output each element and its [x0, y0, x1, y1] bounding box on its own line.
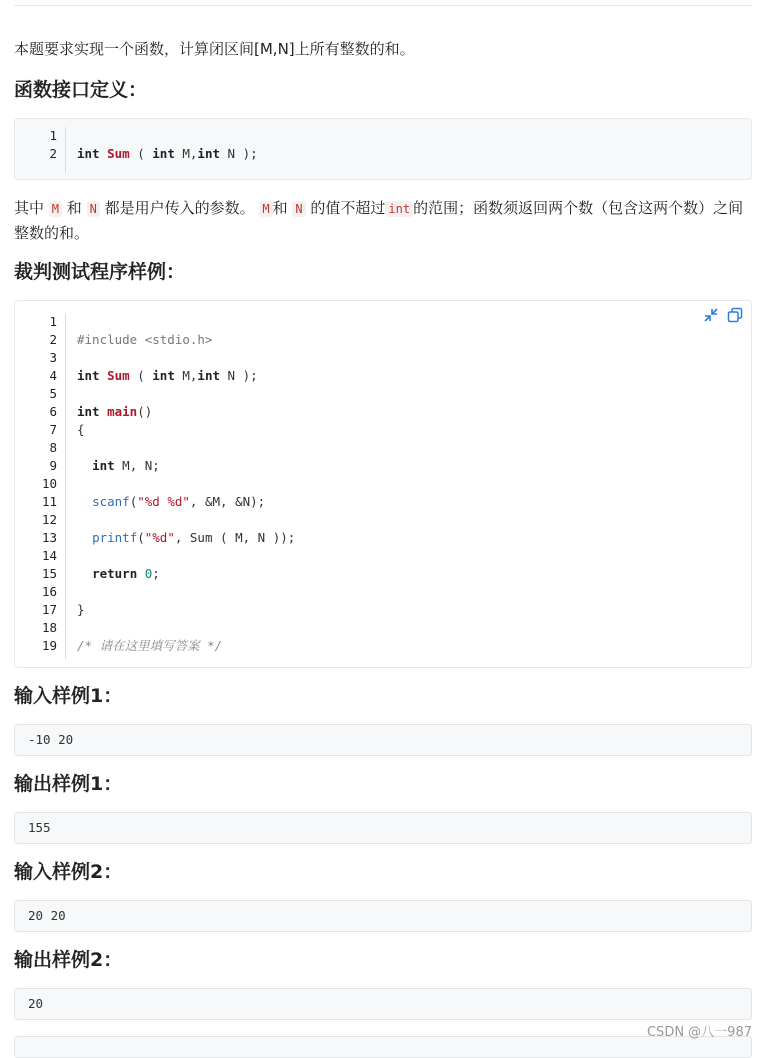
line-number: 13 [41, 530, 57, 545]
code-line [77, 313, 295, 331]
heading-output-sample-1: 输出样例1： [14, 773, 123, 795]
code-line [77, 547, 295, 565]
line-number: 19 [41, 638, 57, 653]
line-number: 4 [49, 368, 57, 383]
watermark: CSDN @八一987 [646, 1025, 752, 1040]
line-number: 7 [49, 422, 57, 437]
code-line: printf("%d", Sum ( M, N )); [92, 530, 296, 545]
code-line: #include <stdio.h> [77, 332, 213, 347]
line-number: 6 [49, 404, 57, 419]
line-number: 2 [49, 332, 57, 347]
inline-code: M [49, 201, 62, 217]
line-number: 15 [41, 566, 57, 581]
heading-input-sample-1: 输入样例1： [14, 685, 123, 707]
sample-text: 20 [28, 996, 44, 1011]
input-sample-2 [14, 900, 752, 932]
line-number: 18 [41, 620, 57, 635]
code-line: int M, N; [92, 458, 160, 473]
code-line: /* 请在这里填写答案 */ [77, 638, 223, 653]
heading-sample-program: 裁判测试程序样例： [14, 261, 186, 283]
sample-text: -10 20 [28, 732, 74, 747]
code-lines [77, 313, 295, 655]
line-gutter [15, 127, 66, 173]
heading-input-sample-2: 输入样例2： [14, 861, 123, 883]
sample-program-code-block [14, 300, 752, 668]
code-line [77, 619, 295, 637]
code-line [77, 475, 295, 493]
inline-code: int [385, 201, 413, 217]
code-line [77, 127, 258, 145]
code-line [77, 439, 295, 457]
sample-text: 20 20 [28, 908, 66, 923]
line-number: 12 [41, 512, 57, 527]
code-toolbar [703, 307, 743, 323]
line-gutter [15, 313, 66, 659]
line-number: 1 [49, 314, 57, 329]
line-number: 17 [41, 602, 57, 617]
output-sample-1 [14, 812, 752, 844]
line-number: 11 [41, 494, 57, 509]
line-number: 10 [41, 476, 57, 491]
copy-icon[interactable] [727, 307, 743, 323]
code-line: { [77, 422, 85, 437]
sample-text: 155 [28, 820, 51, 835]
code-line [77, 511, 295, 529]
code-line: scanf("%d %d", &M, &N); [92, 494, 266, 509]
code-line: } [77, 602, 85, 617]
line-number: 14 [41, 548, 57, 563]
collapse-icon[interactable] [703, 307, 719, 323]
heading-interface: 函数接口定义： [14, 79, 148, 101]
top-divider [14, 5, 752, 6]
line-number: 3 [49, 350, 57, 365]
output-sample-2 [14, 988, 752, 1020]
interface-code-block [14, 118, 752, 180]
line-number: 1 [49, 128, 57, 143]
code-line [77, 349, 295, 367]
code-line: return 0; [92, 566, 160, 581]
inline-code: N [292, 201, 305, 217]
code-line [77, 583, 295, 601]
code-line: int Sum ( int M,int N ); [77, 146, 258, 161]
intro-text: 本题要求实现一个函数，计算闭区间[M,N]上所有整数的和。 [14, 40, 415, 58]
code-lines [77, 127, 258, 163]
next-block-partial [14, 1036, 752, 1058]
code-line: int main() [77, 404, 153, 419]
description-text: 其中 M 和 N 都是用户传入的参数。 M 和 N 的值不超过 int 的范围；函数须返回两个数（包含这两个数）之间整数的和。 [14, 199, 744, 242]
line-number: 5 [49, 386, 57, 401]
code-line [77, 385, 295, 403]
heading-output-sample-2: 输出样例2： [14, 949, 123, 971]
inline-code: M [259, 201, 272, 217]
code-line: int Sum ( int M,int N ); [77, 368, 258, 383]
inline-code: N [87, 201, 100, 217]
line-number: 16 [41, 584, 57, 599]
line-number: 8 [49, 440, 57, 455]
line-number: 2 [49, 146, 57, 161]
input-sample-1 [14, 724, 752, 756]
line-number: 9 [49, 458, 57, 473]
